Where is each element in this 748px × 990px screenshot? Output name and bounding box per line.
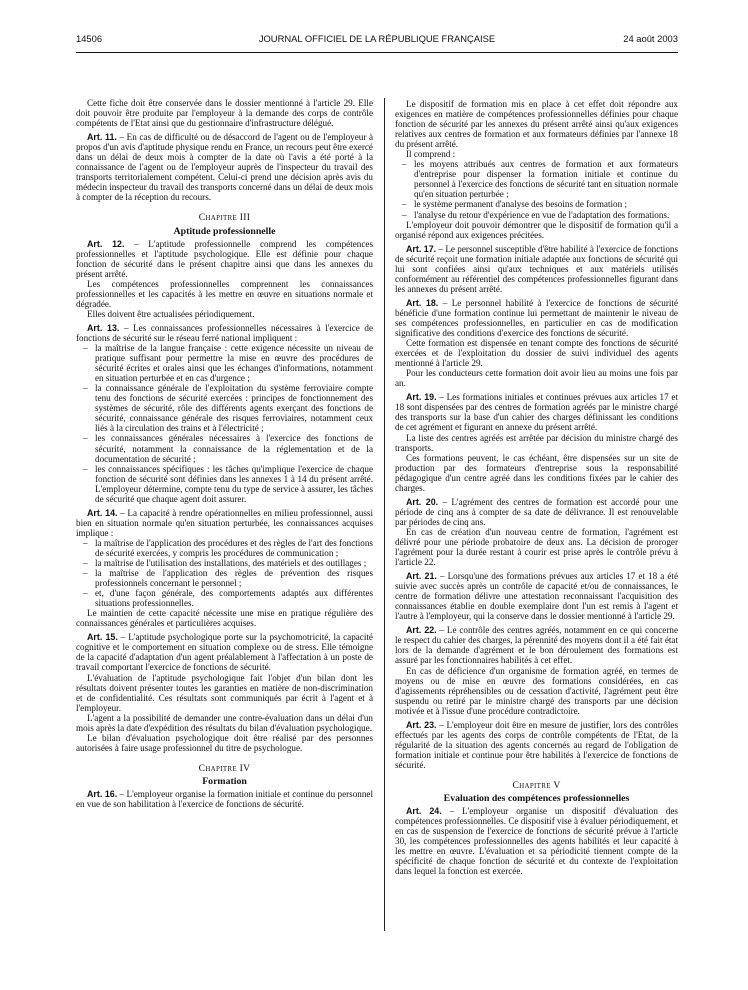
- article-text: – Le contrôle des centres agréés, notamment en ce qui concerne le respect du cahier des charges, la pérennité des moyens dont il a été fait état lors de la demande d'agrément et le bon déroulement des formations est assuré par les fonctionnaires habilités à cet effet.: [395, 625, 678, 666]
- article-text: – L'employeur organise un dispositif d'évaluation des compétences professionnelles. Ce dispositif vise à évaluer périodiquement, et en cas de suspension de l'exercice de fonctions de sécurité prévue à l'article 30, les compétences professionnelles des agents habilités et leur capacité à les mettre en œuvre. L'évaluation et sa périodicité tiennent compte de la spécificité de chaque fonction de sécurité et du contexte de l'exploitation dans lequel la fonction est exercée.: [395, 806, 678, 877]
- paragraph: Le dispositif de formation mis en place à cet effet doit répondre aux exigences en matière de compétences professionnelles définies pour chaque fonction de sécurité par les annexes du présent arrêté ainsi qu'aux exigences relatives aux centres de formation et aux formateurs définies par l'annexe 18 du présent arrêté.: [395, 99, 678, 150]
- article-23: [395, 720, 678, 770]
- article-17: [395, 244, 678, 294]
- article-label: Art. 22.: [406, 625, 437, 636]
- article-label: Art. 13.: [87, 322, 120, 333]
- article-label: Art. 24.: [406, 806, 442, 817]
- paragraph: Le maintien de cette capacité nécessite une mise en pratique régulière des connaissances générales et particulières acquises.: [76, 608, 373, 629]
- list-item: – les moyens attribués aux centres de formation et aux formateurs d'entreprise pour dispenser la formation initiale et continue du personnel à l'exercice des fonctions de sécurité tant en situation normale qu'en situation perturbée ;: [414, 159, 678, 199]
- paragraph: L'agent a la possibilité de demander une contre-évaluation dans un délai d'un mois après la date d'expédition des résultats du bilan d'évaluation psychologique.: [76, 712, 373, 733]
- article-16: [76, 789, 373, 809]
- article-label: Art. 15.: [87, 632, 118, 643]
- article-24: [395, 806, 678, 876]
- paragraph: Cette formation est dispensée en tenant compte des fonctions de sécurité exercées et de l'exploitation du dossier de suivi individuel des agents mentionné à l'article 29.: [395, 338, 678, 369]
- article-label: Art. 19.: [406, 392, 437, 403]
- article-label: Art. 21.: [406, 571, 437, 582]
- article-label: Art. 14.: [87, 507, 118, 518]
- paragraph: Pour les conducteurs cette formation doit avoir lieu au moins une fois par an.: [395, 368, 678, 389]
- article-15: [76, 632, 373, 672]
- article-text: – L'aptitude psychologique porte sur la psychomotricité, la capacité cognitive et le comportement en situation complexe ou de stress. Elle témoigne de la capacité d'adaptation d'un agent préalablement à l'affectation à un poste de travail comportant l'exercice de fonctions de sécurité.: [76, 632, 373, 673]
- article-21: [395, 571, 678, 621]
- paragraph: Les compétences professionnelles comprennent les connaissances professionnelles et les capacités à les mettre en œuvre en situations normale et dégradée.: [76, 278, 373, 309]
- paragraph: Cette fiche doit être conservée dans le dossier mentionné à l'article 29. Elle doit pouvoir être produite par l'employeur à la demande des corps de contrôle compétents de l'Etat ainsi que du gestionnaire d'infrastructure délégué.: [76, 98, 373, 129]
- list-item: – la maîtrise de l'application des procédures et des règles de l'art des fonctions de sécurité exercées, y compris les procédures de communication ;: [95, 538, 373, 558]
- right-column: [395, 99, 678, 876]
- paragraph: L'employeur doit pouvoir démontrer que le dispositif de formation qu'il a organisé répond aux exigences précitées.: [395, 219, 678, 240]
- article-label: Art. 16.: [87, 789, 118, 799]
- paragraph: Il comprend :: [406, 149, 456, 160]
- article-20: [395, 497, 678, 527]
- paragraph: L'évaluation de l'aptitude psychologique fait l'objet d'un bilan dont les résultats doivent présenter toutes les garanties en matière de non-discrimination et de confidentialité. Ces résultats sont communiqués par écrit à l'agent et à l'employeur.: [76, 672, 373, 713]
- paragraph: En cas de création d'un nouveau centre de formation, l'agrément est délivré pour une période probatoire de deux ans. La décision de proroger l'agrément pour la durée restant à courir est prise après le contrôle prévu à l'article 22.: [395, 526, 678, 568]
- chapter-heading: [76, 764, 373, 774]
- article-label: Art. 11.: [87, 132, 117, 143]
- list-item: – la maîtrise de l'application des règles de prévention des risques professionnels concernant le personnel ;: [95, 568, 373, 588]
- article-text: – L'employeur doit être en mesure de justifier, lors des contrôles effectués par les agents des corps de contrôle compétents de l'Etat, de la régularité de la situation des agents concernés au regard de l'obligation de formation initiale et continue pour être habilités à l'exercice de fonctions de sécurité.: [395, 719, 678, 770]
- column-divider: [384, 98, 385, 931]
- chapter-number: Chapitre IV: [198, 762, 251, 774]
- list-item: – et, d'une façon générale, des comportements adaptés aux différentes situations professionnelles.: [95, 588, 373, 608]
- list-item: – les connaissances générales nécessaires à l'exercice des fonctions de sécurité, notamment la connaissance de la réglementation et de la documentation de sécurité ;: [95, 433, 373, 463]
- article-text: – Les connaissances professionnelles nécessaires à l'exercice de fonctions de sécurité sur le réseau ferré national impliquent :: [76, 322, 373, 343]
- article-label: Art. 12.: [87, 238, 125, 249]
- article-text: – L'agrément des centres de formation est accordé pour une période de cinq ans à compter de sa date de délivrance. Il est renouvelable par périodes de cinq ans.: [395, 496, 678, 527]
- chapter-heading: [76, 213, 373, 223]
- header-rule: [76, 52, 678, 53]
- article-text: – En cas de difficulté ou de désaccord de l'agent ou de l'employeur à propos d'un avis d'aptitude physique rendu en France, un recours peut être exercé dans un délai de deux mois à compter de la date où l'avis a été porté à la connaissance de l'agent ou de l'employeur auprès de l'inspecteur du travail des transports territorialement compétent. Celui-ci prend une décision après avis du médecin inspecteur du travail des transports concerné dans un délai de deux mois à compter de la réception du recours.: [76, 132, 373, 203]
- training-list: [395, 159, 678, 219]
- article-text: – Le personnel susceptible d'être habilité à l'exercice de fonctions de sécurité reçoit une formation initiale adaptée aux fonctions de sécurité qui lui sont confiées ainsi qu'aux techniques et aux matériels utilisés conformément au référentiel des compétences professionnelles figurant dans les annexes du présent arrêté.: [395, 243, 678, 294]
- article-14: [76, 508, 373, 538]
- list-item: – la connaissance générale de l'exploitation du système ferroviaire compte tenu des fonctions de sécurité exercées : principes de fonctionnement des systèmes de sécurité, rôle des différents agents exerçant des fonctions de sécurité, connaissance générale des risques ferroviaires, notamment ceux liés à la circulation des trains et à l'électricité ;: [95, 383, 373, 433]
- article-14-list: [76, 538, 373, 608]
- list-item: – le système permanent d'analyse des besoins de formation ;: [414, 199, 678, 209]
- list-item: – la maîtrise de l'utilisation des installations, des matériels et des outillages ;: [95, 558, 373, 568]
- chapter-number: Chapitre III: [198, 212, 251, 224]
- paragraph: Ces formations peuvent, le cas échéant, être dispensées sur un site de production par des formateurs d'entreprise sous la responsabilité pédagogique d'un centre agréé dans les conditions fixées par le cahier des charges.: [395, 452, 678, 493]
- paragraph: La liste des centres agréés est arrêtée par décision du ministre chargé des transports.: [395, 432, 678, 453]
- article-19: [395, 392, 678, 432]
- chapter-title: Evaluation des compétences professionnelles: [443, 793, 630, 805]
- article-label: Art. 17.: [406, 243, 437, 254]
- article-label: Art. 20.: [406, 496, 439, 507]
- paragraph: En cas de déficience d'un organisme de formation agréé, en termes de moyens ou de mise en œuvre des formations considérées, en cas d'agissements répréhensibles ou de cessation d'activité, l'agrément peut être suspendu ou retiré par le ministre chargé des transports par une décision motivée et à l'issue d'une procédure contradictoire.: [395, 665, 678, 716]
- article-text: – L'employeur organise la formation initiale et continue du personnel en vue de son habilitation à l'exercice de fonctions de sécurité.: [76, 789, 373, 810]
- article-18: [395, 298, 678, 338]
- chapter-title: Aptitude professionnelle: [173, 225, 276, 237]
- article-11: [76, 132, 373, 202]
- article-text: – Les formations initiales et continues prévues aux articles 17 et 18 sont dispensées par des centres de formation agréés par le ministre chargé des transports sur la base d'un cahier des charges définissant les conditions de cet agrément et figurant en annexe du présent arrêté.: [395, 392, 678, 433]
- article-text: – L'aptitude professionnelle comprend les compétences professionnelles et l'aptitude psychologique. Elle est définie pour chaque fonction de sécurité dans le présent chapitre ainsi que dans les annexes du présent arrêté.: [76, 238, 373, 279]
- article-text: – Lorsqu'une des formations prévues aux articles 17 et 18 a été suivie avec succès après un contrôle de capacité et/ou de connaissances, le centre de formation délivre une attestation reconnaissant l'acquisition des connaissances établie en double exemplaire dont l'un est remis à l'agent et l'autre à l'employeur, qui la conserve dans le dossier mentionné à l'article 29.: [395, 571, 678, 622]
- chapter-number: Chapitre V: [512, 780, 561, 791]
- article-22: [395, 625, 678, 665]
- list-item: – l'analyse du retour d'expérience en vue de l'adaptation des formations.: [414, 210, 678, 220]
- journal-title: JOURNAL OFFICIEL DE LA RÉPUBLIQUE FRANÇAISE: [258, 33, 496, 44]
- list-item: – les connaissances spécifiques : les tâches qu'implique l'exercice de chaque fonction de sécurité sont définies dans les annexes 1 à 14 du présent arrêté. L'employeur détermine, compte tenu du type de service à assurer, les tâches de sécurité que chaque agent doit assurer.: [95, 464, 373, 504]
- list-item: – la maîtrise de la langue française : cette exigence nécessite un niveau de pratique suffisant pour permettre la mise en œuvre des procédures de sécurité écrites et orales ainsi que les échanges d'informations, notamment en situation perturbée et en cas d'urgence ;: [95, 343, 373, 383]
- article-12: [76, 239, 373, 279]
- article-13-list: [76, 343, 373, 504]
- paragraph: Elles doivent être actualisées périodiquement.: [87, 308, 255, 319]
- page-number: 14506: [76, 33, 103, 44]
- article-text: – Le personnel habilité à l'exercice de fonctions de sécurité bénéficie d'une formation continue lui permettant de maintenir le niveau de ses compétences professionnelles, en particulier en cas de modification significative des conditions d'exercice des fonctions de sécurité.: [395, 297, 678, 339]
- chapter-heading: [395, 781, 678, 791]
- page-header: [76, 33, 678, 47]
- left-column: [76, 98, 373, 809]
- publication-date: 24 août 2003: [623, 33, 678, 44]
- article-label: Art. 18.: [406, 297, 439, 308]
- article-13: [76, 323, 373, 343]
- article-text: – La capacité à rendre opérationnelles en milieu professionnel, aussi bien en situation normale qu'en situation perturbée, les connaissances acquises implique :: [76, 507, 373, 538]
- article-label: Art. 23.: [406, 719, 437, 730]
- chapter-title: Formation: [202, 775, 247, 787]
- paragraph: Le bilan d'évaluation psychologique doit être réalisé par des personnes autorisées à faire usage professionnel du titre de psychologue.: [76, 732, 373, 753]
